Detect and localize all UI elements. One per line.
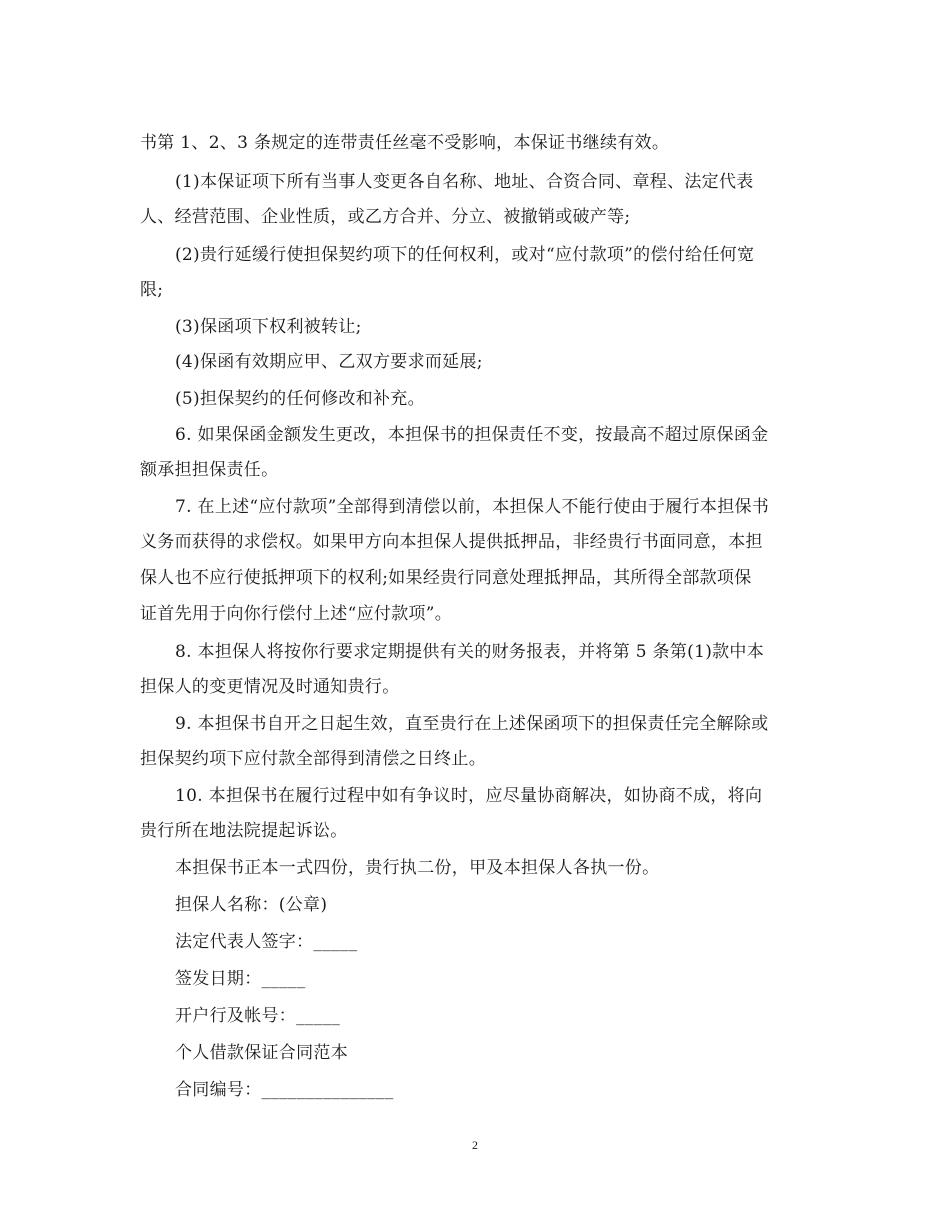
text-line: 义务而获得的求偿权。如果甲方向本担保人提供抵押品，非经贵行书面同意，本担 xyxy=(140,532,763,552)
text-line: (3)保函项下权利被转让; xyxy=(175,317,362,337)
text-line: 本担保书正本一式四份，贵行执二份，甲及本担保人各执一份。 xyxy=(175,858,660,878)
section-title: 个人借款保证合同范本 xyxy=(175,1043,348,1063)
text-line: 贵行所在地法院提起诉讼。 xyxy=(140,821,348,841)
text-line: (1)本保证项下所有当事人变更各自名称、地址、合资合同、章程、法定代表 xyxy=(175,172,754,192)
text-line: 9. 本担保书自开之日起生效，直至贵行在上述保函项下的担保责任完全解除或 xyxy=(175,714,769,734)
text-line: 6. 如果保函金额发生更改，本担保书的担保责任不变，按最高不超过原保函金 xyxy=(175,425,769,445)
text-line: (5)担保契约的任何修改和补充。 xyxy=(175,389,425,409)
text-line: 限; xyxy=(140,280,164,300)
text-line: 7. 在上述“应付款项”全部得到清偿以前，本担保人不能行使由于履行本担保书 xyxy=(175,497,770,517)
guarantor-name-field: 担保人名称：(公章) xyxy=(175,895,328,915)
bank-account-field: 开户行及帐号：_____ xyxy=(175,1006,341,1026)
text-line: 8. 本担保人将按你行要求定期提供有关的财务报表，并将第 5 条第(1)款中本 xyxy=(175,642,765,662)
text-line: 证首先用于向你行偿付上述“应付款项”。 xyxy=(140,604,453,624)
text-line: 保人也不应行使抵押项下的权利;如果经贵行同意处理抵押品，其所得全部款项保 xyxy=(140,568,752,588)
text-line: (4)保函有效期应甲、乙双方要求而延展; xyxy=(175,352,483,372)
legal-representative-signature-field: 法定代表人签字：_____ xyxy=(175,932,358,952)
text-line: 担保契约项下应付款全部得到清偿之日终止。 xyxy=(140,749,486,769)
page-number: 2 xyxy=(472,1138,478,1152)
issue-date-field: 签发日期：_____ xyxy=(175,969,306,989)
text-line: (2)贵行延缓行使担保契约项下的任何权利，或对“应付款项”的偿付给任何宽 xyxy=(175,245,755,265)
text-line: 额承担担保责任。 xyxy=(140,460,279,480)
text-line: 担保人的变更情况及时通知贵行。 xyxy=(140,677,400,697)
text-line: 10. 本担保书在履行过程中如有争议时，应尽量协商解决，如协商不成，将向 xyxy=(175,786,763,806)
text-line: 人、经营范围、企业性质，或乙方合并、分立、被撤销或破产等; xyxy=(140,207,631,227)
text-line: 书第 1、2、3 条规定的连带责任丝毫不受影响，本保证书继续有效。 xyxy=(140,133,670,153)
contract-number-field: 合同编号：_______________ xyxy=(175,1080,394,1100)
